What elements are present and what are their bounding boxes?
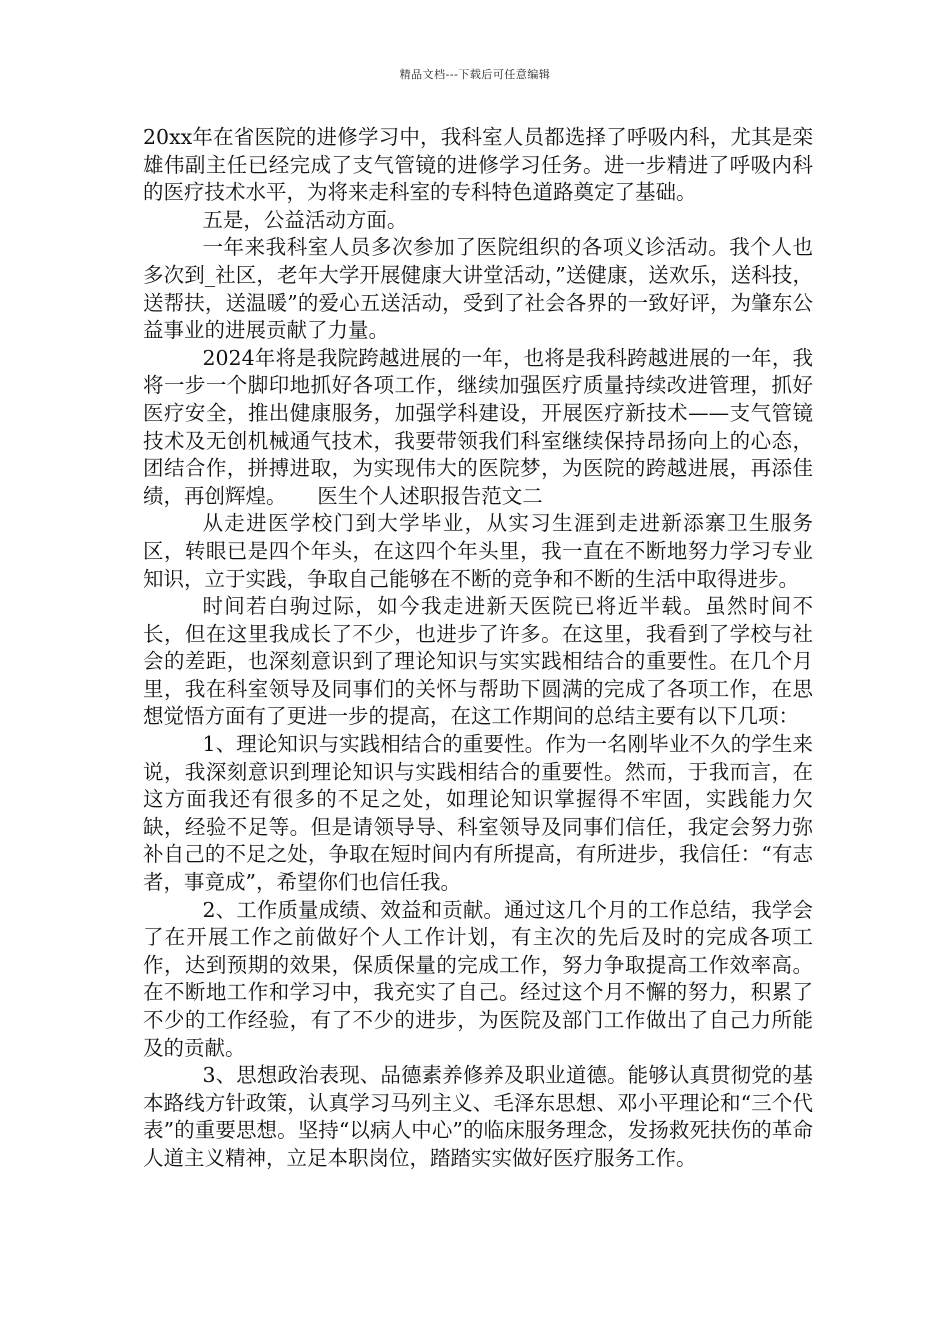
paragraph: 一年来我科室人员多次参加了医院组织的各项义诊活动。我个人也多次到_社区，老年大学开展健康大讲堂活动，”送健康，送欢乐，送科技，送帮扶，送温暖”的爱心五送活动，受到了社会各界的一致好评，为肇东公益事业的进展贡献了力量。: [143, 235, 813, 343]
document-body: [143, 124, 813, 1173]
paragraph: 从走进医学校门到大学毕业，从实习生涯到走进新添寨卫生服务区，转眼已是四个年头，在这四个年头里，我一直在不断地努力学习专业知识，立于实践，争取自己能够在不断的竞争和不断的生活中取得进步。: [143, 511, 813, 591]
page-header: 精品文档---下载后可任意编辑: [399, 68, 551, 81]
paragraph: 2024年将是我院跨越进展的一年，也将是我科跨越进展的一年，我将一步一个脚印地抓好各项工作，继续加强医疗质量持续改进管理，抓好医疗安全，推出健康服务，加强学科建设，开展医疗新技术——支气管镜技术及无创机械通气技术，我要带领我们科室继续保持昂扬向上的心态，团结合作，拼搏进取，为实现伟大的医院梦，为医院的跨越进展，再添佳绩，再创辉煌。 医生个人述职报告范文二: [143, 345, 813, 508]
paragraph: 五是，公益活动方面。: [202, 207, 408, 232]
paragraph: 时间若白驹过际，如今我走进新天医院已将近半载。虽然时间不长，但在这里我成长了不少，也进步了许多。在这里，我看到了学校与社会的差距，也深刻意识到了理论知识与实实践相结合的重要性。在几个月里，我在科室领导及同事们的关怀与帮助下圆满的完成了各项工作，在思想觉悟方面有了更进一步的提高，在这工作期间的总结主要有以下几项：: [143, 594, 813, 729]
paragraph: 20xx年在省医院的进修学习中，我科室人员都选择了呼吸内科，尤其是栾雄伟副主任已经完成了支气管镜的进修学习任务。进一步精进了呼吸内科的医疗技术水平，为将来走科室的专科特色道路奠定了基础。: [143, 125, 813, 205]
paragraph: 2、工作质量成绩、效益和贡献。通过这几个月的工作总结，我学会了在开展工作之前做好个人工作计划，有主次的先后及时的完成各项工作，达到预期的效果，保质保量的完成工作，努力争取提高工作效率高。在不断地工作和学习中，我充实了自己。经过这个月不懈的努力，积累了不少的工作经验，有了不少的进步，为医院及部门工作做出了自己力所能及的贡献。: [143, 897, 813, 1060]
paragraph: 1、理论知识与实践相结合的重要性。作为一名刚毕业不久的学生来说，我深刻意识到理论知识与实践相结合的重要性。然而，于我而言，在这方面我还有很多的不足之处，如理论知识掌握得不牢固，实践能力欠缺，经验不足等。但是请领导导、科室领导及同事们信任，我定会努力弥补自己的不足之处，争取在短时间内有所提高，有所进步，我信任：“有志者，事竟成”，希望你们也信任我。: [143, 732, 813, 895]
paragraph: 3、思想政治表现、品德素养修养及职业道德。能够认真贯彻党的基本路线方针政策，认真学习马列主义、毛泽东思想、邓小平理论和“三个代表”的重要思想。坚持“以病人中心”的临床服务理念，发扬救死扶伤的革命人道主义精神，立足本职岗位，踏踏实实做好医疗服务工作。: [143, 1063, 813, 1170]
